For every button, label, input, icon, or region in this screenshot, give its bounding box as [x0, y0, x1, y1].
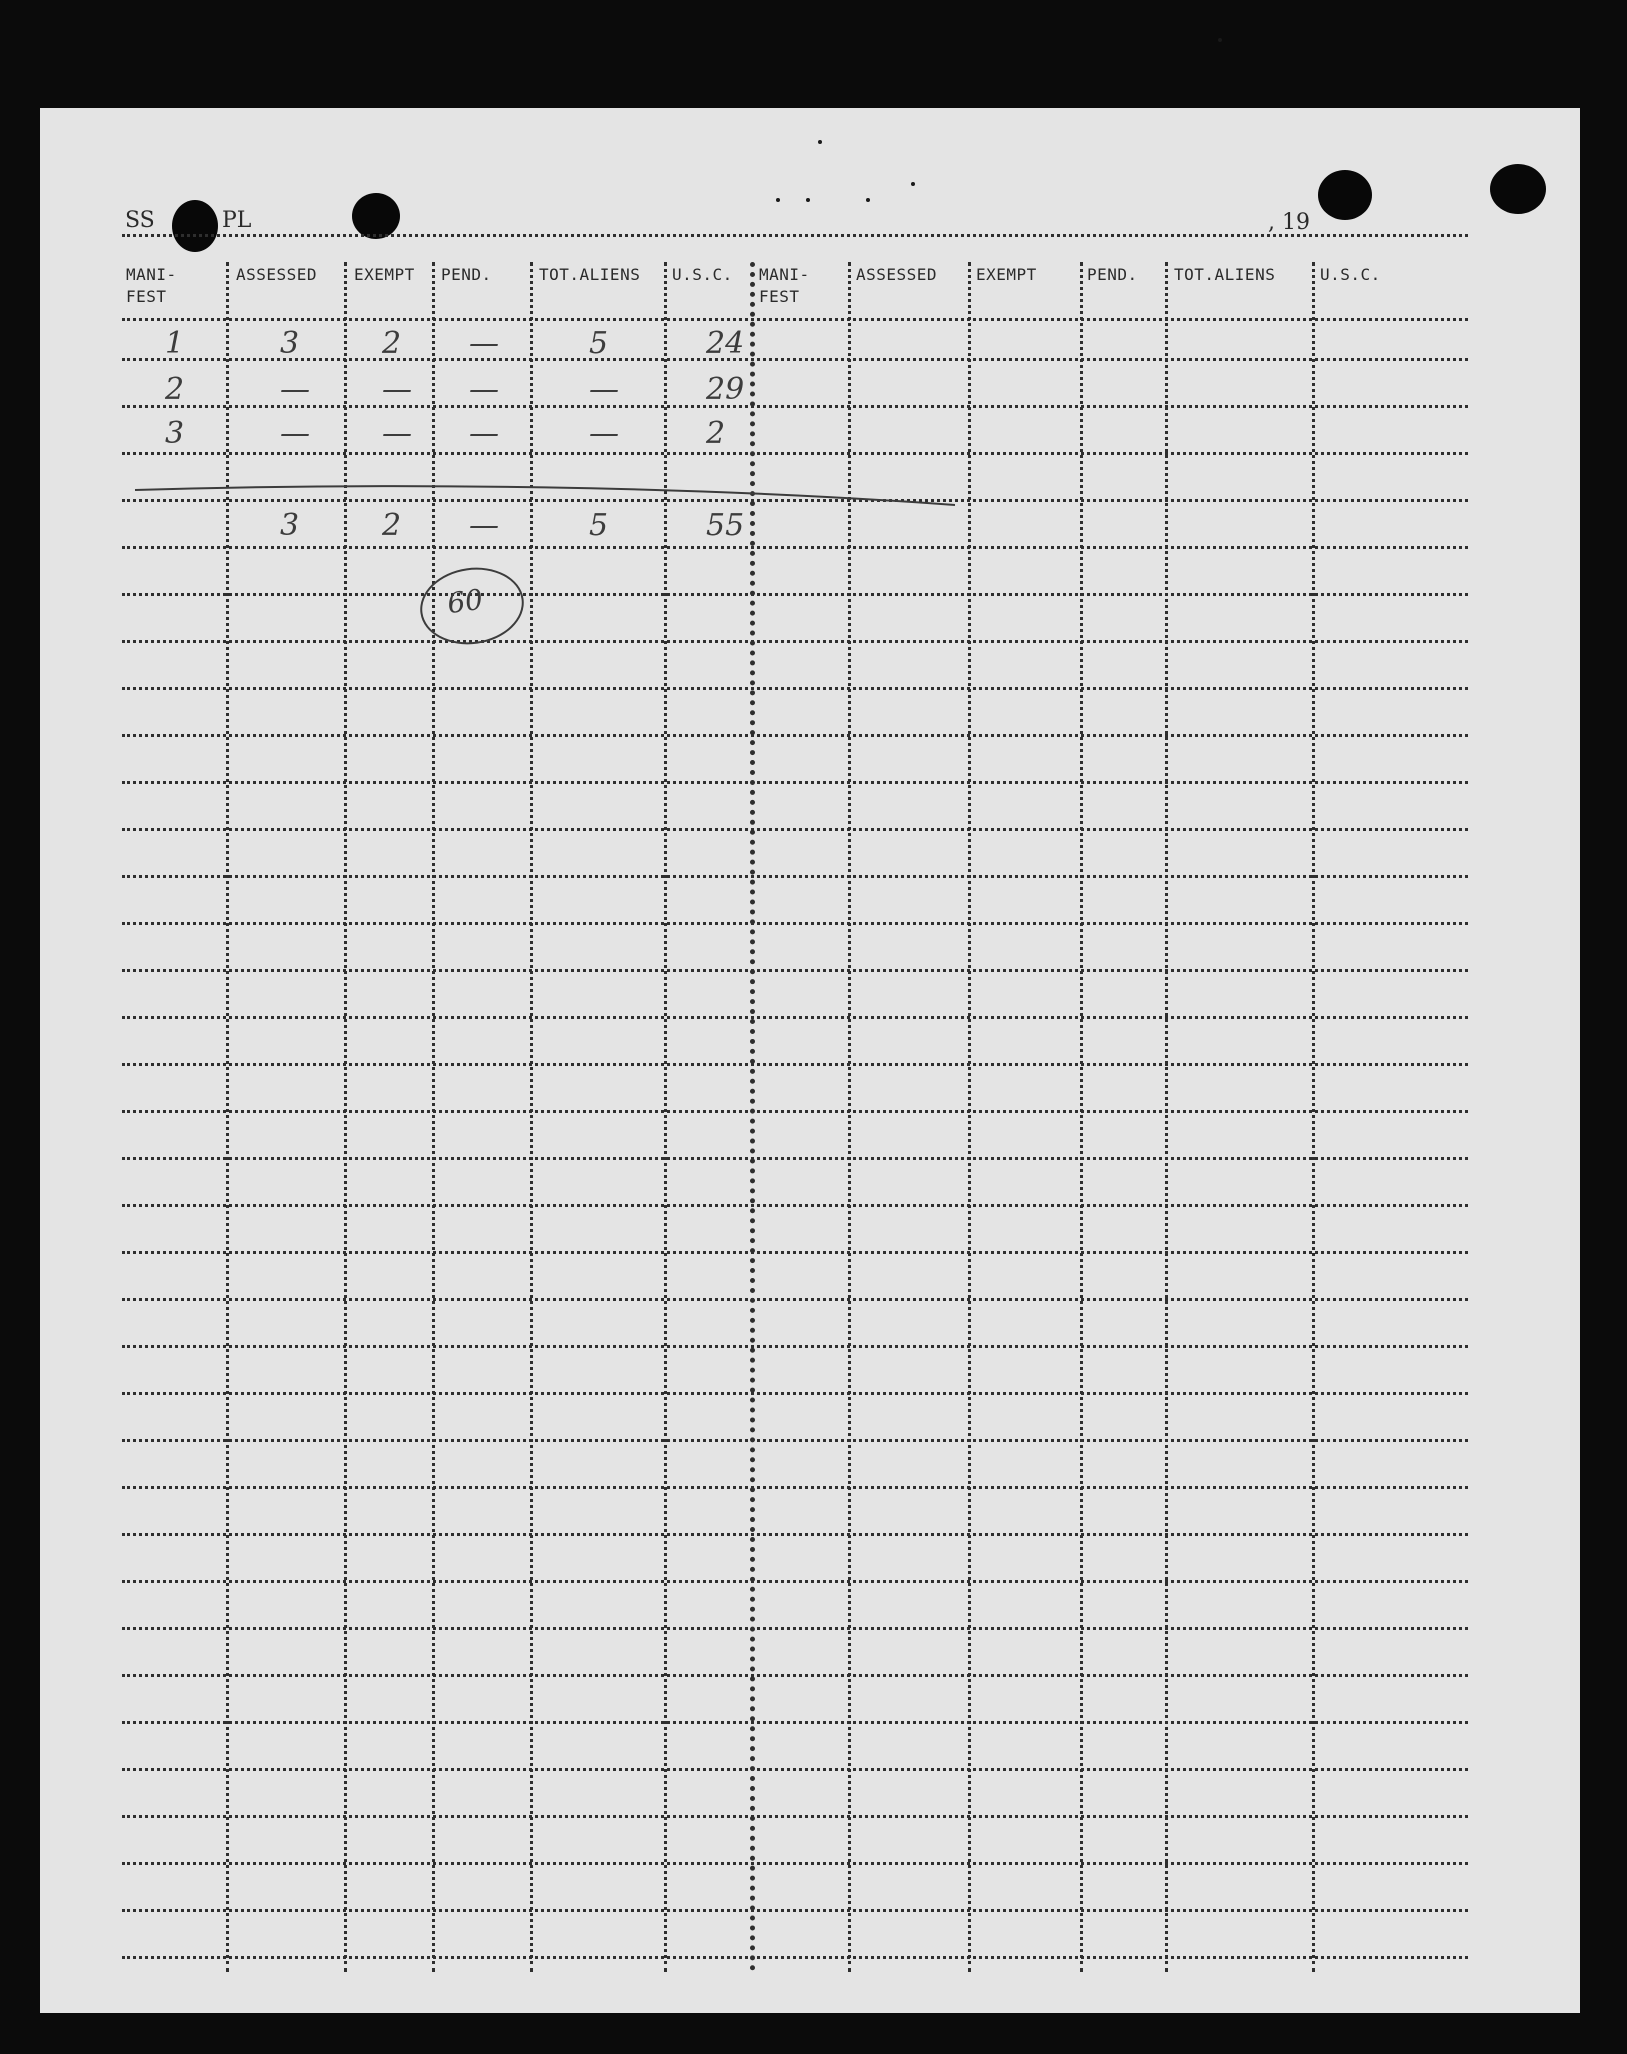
entry-exempt: — [382, 372, 412, 407]
total-assessed: 3 [280, 508, 300, 543]
entry-pend: — [469, 326, 499, 361]
header-left-pend: PEND. [441, 265, 492, 284]
grid-row-line [122, 1768, 1468, 1771]
grid-column-line [968, 262, 971, 1972]
entry-manifest: 2 [165, 372, 185, 407]
header-right-exempt: EXEMPT [976, 265, 1037, 284]
grid-row-line [122, 1392, 1468, 1395]
entry-tot_aliens: 5 [589, 326, 609, 361]
entry-manifest: 3 [165, 416, 185, 451]
grid-column-line [750, 262, 755, 1972]
entry-exempt: — [382, 416, 412, 451]
grid-row-line [122, 318, 1468, 321]
grid-row-line [122, 687, 1468, 690]
punch-hole [1318, 170, 1372, 220]
speck [911, 182, 915, 186]
entry-usc: 2 [706, 416, 726, 451]
header-right-assessed: ASSESSED [856, 265, 938, 284]
grid-row-line [122, 1862, 1468, 1865]
grid-row-line [122, 969, 1468, 972]
entry-assessed: — [280, 372, 310, 407]
grid-row-line [122, 1016, 1468, 1019]
grid-column-line [664, 262, 667, 1972]
grid-column-line [1080, 262, 1083, 1972]
grid-row-line [122, 1580, 1468, 1583]
speck [776, 198, 780, 202]
grid-row-line [122, 1063, 1468, 1066]
grid-row-line [122, 1345, 1468, 1348]
grid-row-line [122, 546, 1468, 549]
speck [818, 140, 822, 144]
entry-assessed: — [280, 416, 310, 451]
grid-row-line [122, 922, 1468, 925]
total-exempt: 2 [382, 508, 402, 543]
header-left-manifest: MANI- FEST [126, 265, 177, 306]
form-sheet [40, 108, 1580, 2013]
header-right-usc: U.S.C. [1320, 265, 1381, 284]
sum-rule-line [135, 480, 955, 510]
grid-column-line [530, 262, 533, 1972]
ship-suffix-label: PL [222, 208, 252, 233]
total-usc: 55 [706, 508, 745, 543]
grid-row-line [122, 1909, 1468, 1912]
grid-row-line [122, 1674, 1468, 1677]
grid-row-line [122, 405, 1468, 408]
speck [866, 198, 870, 202]
grid-column-line [432, 262, 435, 1972]
header-right-manifest: MANI- FEST [759, 265, 810, 306]
entry-assessed: 3 [280, 326, 300, 361]
header-right-tot_aliens: TOT.ALIENS [1174, 265, 1276, 284]
grid-row-line [122, 781, 1468, 784]
grid-row-line [122, 1627, 1468, 1630]
entry-usc: 29 [706, 372, 745, 407]
entry-tot_aliens: — [589, 416, 619, 451]
grid-column-line [1165, 262, 1168, 1972]
header-left-tot_aliens: TOT.ALIENS [539, 265, 641, 284]
ship-prefix-label: SS [125, 208, 155, 233]
total-tot_aliens: 5 [589, 508, 609, 543]
header-left-exempt: EXEMPT [354, 265, 415, 284]
punch-hole [1490, 164, 1546, 214]
grid-row-line [122, 1815, 1468, 1818]
punch-hole [172, 200, 218, 252]
grid-row-line [122, 1533, 1468, 1536]
grid-row-line [122, 1298, 1468, 1301]
entry-usc: 24 [706, 326, 745, 361]
grid-row-line [122, 1157, 1468, 1160]
header-left-usc: U.S.C. [672, 265, 733, 284]
total-pend: — [469, 508, 499, 543]
header-left-assessed: ASSESSED [236, 265, 318, 284]
entry-manifest: 1 [165, 326, 185, 361]
entry-pend: — [469, 372, 499, 407]
grid-row-line [122, 734, 1468, 737]
speck [1218, 38, 1222, 42]
grid-row-line [122, 234, 1468, 237]
entry-tot_aliens: — [589, 372, 619, 407]
year-label: , 19 [1268, 210, 1310, 235]
grid-row-line [122, 1721, 1468, 1724]
grid-row-line [122, 358, 1468, 361]
grid-row-line [122, 828, 1468, 831]
grid-row-line [122, 875, 1468, 878]
grid-row-line [122, 1251, 1468, 1254]
grid-row-line [122, 1204, 1468, 1207]
speck [806, 198, 810, 202]
entry-pend: — [469, 416, 499, 451]
grid-row-line [122, 640, 1468, 643]
grid-column-line [848, 262, 851, 1972]
grid-row-line [122, 1110, 1468, 1113]
grid-row-line [122, 593, 1468, 596]
grid-row-line [122, 1439, 1468, 1442]
entry-exempt: 2 [382, 326, 402, 361]
grid-column-line [344, 262, 347, 1972]
punch-hole [352, 193, 400, 239]
grid-column-line [226, 262, 229, 1972]
circled-note-text: 60 [445, 582, 486, 621]
grid-row-line [122, 1486, 1468, 1489]
grid-column-line [1312, 262, 1315, 1972]
header-right-pend: PEND. [1087, 265, 1138, 284]
grid-row-line [122, 452, 1468, 455]
grid-row-line [122, 1956, 1468, 1959]
